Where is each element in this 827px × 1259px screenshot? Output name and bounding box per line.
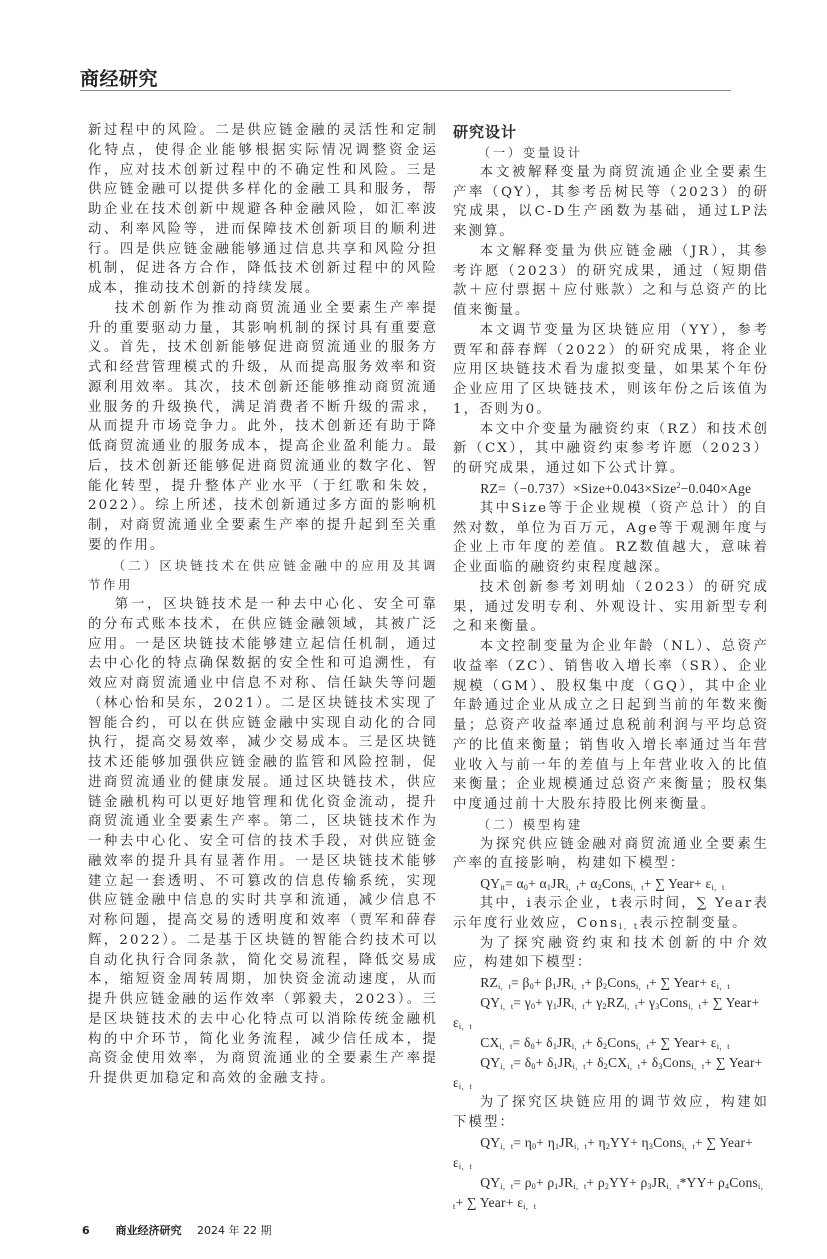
equation-term: QY: [480, 995, 501, 1010]
equation-term: + α: [528, 876, 547, 891]
equation-subscript: i，t: [453, 1181, 769, 1211]
equation-subscript: 1: [555, 1141, 560, 1151]
equation-term: Cons: [607, 975, 636, 990]
equation-subscript: i，t: [627, 1062, 641, 1071]
left-column: [88, 121, 438, 1089]
equation-subscript: i，t: [571, 1042, 585, 1051]
paragraph: 本文解释变量为供应链金融（JR），其参考许愿（2023）的研究成果，通过（短期借款＋应付票据＋应付账款）之和与总资产的比值来衡量。: [453, 243, 769, 318]
subsection-heading: （二）区块链技术在供应链金融中的应用及其调节作用: [88, 557, 438, 593]
equation-subscript: i，t: [716, 1042, 730, 1051]
equation-term: Cons: [729, 1174, 759, 1190]
right-column: [453, 121, 769, 1213]
equation-subscript: i，t: [523, 1201, 537, 1211]
equation-term: + ρ: [535, 1174, 555, 1190]
equation-term: JR: [557, 1035, 572, 1050]
equation-subscript: it: [500, 883, 506, 892]
equation-subscript: i，t: [458, 1022, 472, 1031]
paragraph: 本文控制变量为企业年龄（NL）、总资产收益率（ZC）、销售收入增长率（SR）、企业规模（GM）、股权集中度（GQ），其中企业年龄通过企业从成立之日起到当前的年数来衡量；总资产收益率通过息税前利润与平均总资产的比值来衡量；销售收入增长率通过当年营业收入与前一年的差值与上年营业收入的比值来衡量；企业规模通过总资产来衡量；股权集中度通过前十大股东持股比例来衡量。: [453, 639, 769, 812]
paragraph: 技术创新参考刘明灿（2023）的研究成果，通过发明专利、外观设计、实用新型专利之和来衡量。: [453, 579, 769, 635]
equation-term: = δ: [513, 1055, 532, 1070]
equation-subscript: i，t: [666, 1181, 680, 1191]
equation-term: + δ: [534, 1035, 553, 1050]
equation-subscript: i，t: [565, 883, 579, 892]
equation-term: = ρ: [513, 1174, 532, 1190]
paragraph: 第一，区块链技术是一种去中心化、安全可靠的分布式账本技术，在供应链金融领域，其被广泛应用。一是区块链技术能够建立起信任机制，通过去中心化的特点确保数据的安全性和可追溯性，有效应对商贸流通业中信息不对称、信任缺失等问题（林心怡和吴东，2021）。二是区块链技术实现了智能合约，可以在供应链金融中实现自动化的合同执行，提高交易效率，减少交易成本。三是区块链技术还能够加强供应链金融的监管和风险控制，促进商贸流通业的健康发展。通过区块链技术，供应链金融机构可以更好地管理和优化资金流动，提升商贸流通业全要素生产率。第二，区块链技术作为一种去中心化、安全可信的技术手段，对供应链金融效率的提升具有显著作用。一是区块链技术能够建立起一套透明、不可篡改的信息传输系统，实现供应链金融中信息的实时共享和流通，减少信息不对称问题，提高交易的透明度和效率（贾军和薛春辉，2022）。二是基于区块链的智能合约技术可以自动化执行合同条款，简化交易流程，降低交易成本，缩短资金周转周期，加快资金流动速度，从而提升供应链金融的运作效率（郭毅夫，2023）。三是区块链技术的去中心化特点可以消除传统金融机构的中介环节，简化业务流程，减少信任成本，提高资金使用效率，为商贸流通业的全要素生产率提升提供更加稳定和高效的金融支持。: [88, 597, 438, 1086]
section-title: 研究设计: [453, 123, 518, 141]
equation-term: + γ: [637, 995, 656, 1010]
equation-subscript: 3: [648, 1141, 654, 1151]
paragraph: 为了探究区块链应用的调节效应，构建如下模型：: [453, 1095, 769, 1130]
paragraph: 本文中介变量为融资约束（RZ）和技术创新（CX），其中融资约束参考许愿（2023）的研究成果，通过如下公式计算。: [453, 421, 769, 476]
equation-term: QY: [480, 1174, 501, 1190]
equation-subscript: 1: [552, 1002, 558, 1011]
equation-subscript: 1: [552, 982, 557, 991]
equation-subscript: 0: [530, 1042, 535, 1051]
equation-term: −0.040×Age: [680, 480, 752, 496]
equation-term: + β: [533, 975, 553, 990]
equation-term: + ρ: [586, 1174, 605, 1190]
equation-term: Cons: [662, 1055, 692, 1070]
equation-term: + ∑ Year+ ε: [455, 1194, 524, 1210]
equation-subscript: i，t: [630, 883, 644, 892]
journal-header: 商经研究: [80, 68, 159, 90]
equation-subscript: 3: [647, 1181, 652, 1191]
equation-term: JR: [559, 1134, 575, 1150]
equation-term: JR: [556, 975, 572, 990]
equation-subscript: i，t: [500, 1181, 514, 1191]
equation-term: JR: [557, 1055, 573, 1070]
equation-subscript: i，t: [499, 1042, 513, 1051]
equation-subscript: i，t: [500, 1002, 514, 1011]
equation-subscript: i，t: [624, 1002, 638, 1011]
equation-term: RZ: [480, 975, 498, 990]
equation-term: + β: [584, 975, 604, 990]
page-footer: [0, 1223, 827, 1259]
paragraph: 其中Size等于企业规模（资产总计）的自然对数，单位为百万元，Age等于观测年度与企业上市年度的差值。RZ数值越大，意味着企业面临的融资约束程度越深。: [453, 500, 769, 575]
text: 其中，i表示企业，t表示时间，∑ Year表示年度行业效应，Cons: [453, 896, 769, 931]
equation-subscript: i，t: [458, 1161, 472, 1171]
paragraph: 为了探究融资约束和技术创新的中介效应，构建如下模型：: [453, 935, 769, 971]
equation-subscript: 2: [603, 982, 608, 991]
equation-subscript: 3: [655, 1002, 660, 1011]
equation-subscript: i，t: [571, 982, 585, 991]
equation-term: Cons: [607, 1035, 636, 1050]
equation-term: + η: [587, 1134, 606, 1150]
equation-subscript: i，t: [688, 1002, 702, 1011]
equation-term: CX: [480, 1035, 500, 1050]
equation-term: Cons: [601, 876, 631, 891]
equation-term: = γ: [513, 995, 531, 1010]
equation-term: QY: [480, 1055, 501, 1070]
equation-subscript: i，t: [681, 1141, 695, 1151]
equation-subscript: i，t: [573, 1181, 587, 1191]
header-divider: [80, 90, 731, 91]
equation-subscript: 1: [546, 883, 552, 892]
equation-term: + δ: [585, 1055, 604, 1070]
equation-6: [453, 1133, 769, 1173]
issue-label: 2024 年 22 期: [197, 1223, 272, 1237]
equation-subscript: 0: [523, 883, 529, 892]
paragraph: 本文被解释变量为商贸流通企业全要素生产率（QY），其参考岳树民等（2023）的研究成果，以C-D生产函数为基础，通过LP法来测算。: [453, 164, 769, 239]
equation-term: + δ: [535, 1055, 554, 1070]
equation-term: + γ: [584, 995, 603, 1010]
equation-term: Cons: [659, 995, 689, 1010]
equation-term: JR: [557, 995, 572, 1010]
text: 表示控制变量。: [639, 915, 748, 931]
equation-term: QY: [480, 1134, 501, 1150]
equation-subscript: i，t: [635, 982, 650, 991]
equation-subscript: 2: [604, 1181, 610, 1191]
equation-term: JR: [651, 1174, 667, 1190]
equation-subscript: 0: [530, 1002, 536, 1011]
equation-term: + ∑ Year+ ε: [649, 975, 717, 990]
equation-subscript: 0: [532, 1141, 537, 1151]
equation-term: Cons: [653, 1134, 682, 1150]
paragraph: [453, 894, 769, 934]
equation-subscript: i，t: [572, 1062, 586, 1071]
equation-4: [453, 1033, 769, 1053]
equation-subscript: i，t: [497, 982, 512, 991]
equation-term: = α: [505, 876, 524, 891]
equation-term: + δ: [640, 1055, 659, 1070]
equation-term: + ∑ Year+ ε: [453, 1134, 754, 1170]
equation-subscript: 2: [605, 1141, 611, 1151]
equation-term: YY+ η: [610, 1134, 649, 1150]
journal-name: 商业经济研究: [115, 1223, 182, 1237]
equation-term: = η: [513, 1134, 533, 1150]
equation-subscript: i，t: [574, 1141, 588, 1151]
equation-subscript: i，t: [635, 1042, 649, 1051]
equation-term: QY: [480, 876, 501, 891]
equation-subscript: 2: [597, 883, 602, 892]
equation-term: + η: [536, 1134, 556, 1150]
equation-term: + δ: [584, 1035, 603, 1050]
paragraph: 新过程中的风险。二是供应链金融的灵活性和定制化特点，使得企业能够根据实际情况调整资金运作，应对技术创新过程中的不确定性和风险。三是供应链金融可以提供多样化的金融工具和服务，帮助企业在技术创新中规避各种金融风险，如汇率波动、利率风险等，进而保障技术创新项目的顺利进行。四是供应链金融能够通过信息共享和风险分担机制，促进各方合作，降低技术创新过程中的风险成本，推动技术创新的持续发展。: [88, 123, 438, 296]
equation-term: RZ: [606, 995, 625, 1010]
equation-5: [453, 1053, 769, 1093]
paragraph: 为探究供应链金融对商贸流通业全要素生产率的直接影响，构建如下模型：: [453, 836, 769, 872]
equation-1: [453, 874, 769, 894]
equation-term: YY+ ρ: [609, 1174, 648, 1190]
paragraph: 技术创新作为推动商贸流通业全要素生产率提升的重要驱动力量，其影响机制的探讨具有重要意义。首先，技术创新能够促进商贸流通业的服务方式和经营管理模式的升级，从而提高服务效率和资源利用效率。其次，技术创新还能够推动商贸流通业服务的升级换代，满足消费者不断升级的需求，从而提升市场竞争力。此外，技术创新还有助于降低商贸流通业的服务成本，提高企业盈利能力。最后，技术创新还能够促进商贸流通业的数字化、智能化转型，提升整体产业水平（于红歌和朱姣，2022）。综上所述，技术创新通过多方面的影响机制，对商贸流通业全要素生产率的提升起到至关重要的作用。: [88, 300, 438, 553]
equation-2: [453, 973, 769, 993]
equation-3: [453, 993, 769, 1033]
equation-subscript: 1: [554, 1181, 559, 1191]
equation-subscript: i，t: [458, 1082, 472, 1091]
equation-subscript: i，t: [691, 1062, 705, 1071]
equation-subscript: 1: [552, 1042, 558, 1051]
equation-subscript: i，t: [500, 1062, 514, 1071]
subsection-heading: （二）模型构建: [477, 816, 583, 832]
equation-subscript: 2: [603, 1062, 608, 1071]
equation-term: RZ=（−0.737）×Size+0.043×Size: [480, 480, 677, 496]
equation-term: JR: [558, 1174, 574, 1190]
equation-term: CX: [607, 1055, 628, 1070]
equation-term: = δ: [512, 1035, 531, 1050]
equation-subscript: i，t: [711, 883, 725, 892]
subsection-heading: （一）变量设计: [477, 145, 583, 160]
page-number: 6: [82, 1223, 90, 1237]
equation-term: + α: [578, 876, 598, 891]
equation-rz: [453, 479, 769, 499]
equation-subscript: 3: [658, 1062, 663, 1071]
paragraph: 本文调节变量为区块链应用（YY），参考贾军和薛春辉（2022）的研究成果，将企业应用区块链技术看为虚拟变量，如果某个年份企业应用了区块链技术，则该年份之后该值为1，否则为0。: [453, 322, 769, 417]
equation-subscript: 2: [602, 1002, 607, 1011]
equation-subscript: 0: [529, 982, 534, 991]
equation-term: + γ: [535, 995, 553, 1010]
subscript: i，t: [619, 921, 640, 931]
equation-term: + ∑ Year+ ε: [453, 1055, 763, 1090]
equation-subscript: i，t: [500, 1141, 514, 1151]
equation-superscript: 2: [676, 480, 681, 490]
equation-subscript: 0: [531, 1062, 536, 1071]
equation-term: JR: [551, 876, 566, 891]
equation-subscript: 1: [553, 1062, 558, 1071]
equation-term: *YY+ ρ: [679, 1174, 726, 1190]
equation-7: [453, 1173, 769, 1213]
equation-subscript: 2: [602, 1042, 608, 1051]
equation-term: + ∑ Year+ ε: [453, 995, 760, 1030]
equation-subscript: i，t: [716, 982, 730, 991]
equation-term: + ∑ Year+ ε: [643, 876, 712, 891]
equation-term: = β: [511, 975, 530, 990]
equation-subscript: 4: [725, 1181, 730, 1191]
equation-subscript: 0: [531, 1181, 536, 1191]
equation-term: + ∑ Year+ ε: [649, 1035, 717, 1050]
equation-subscript: i，t: [571, 1002, 585, 1011]
